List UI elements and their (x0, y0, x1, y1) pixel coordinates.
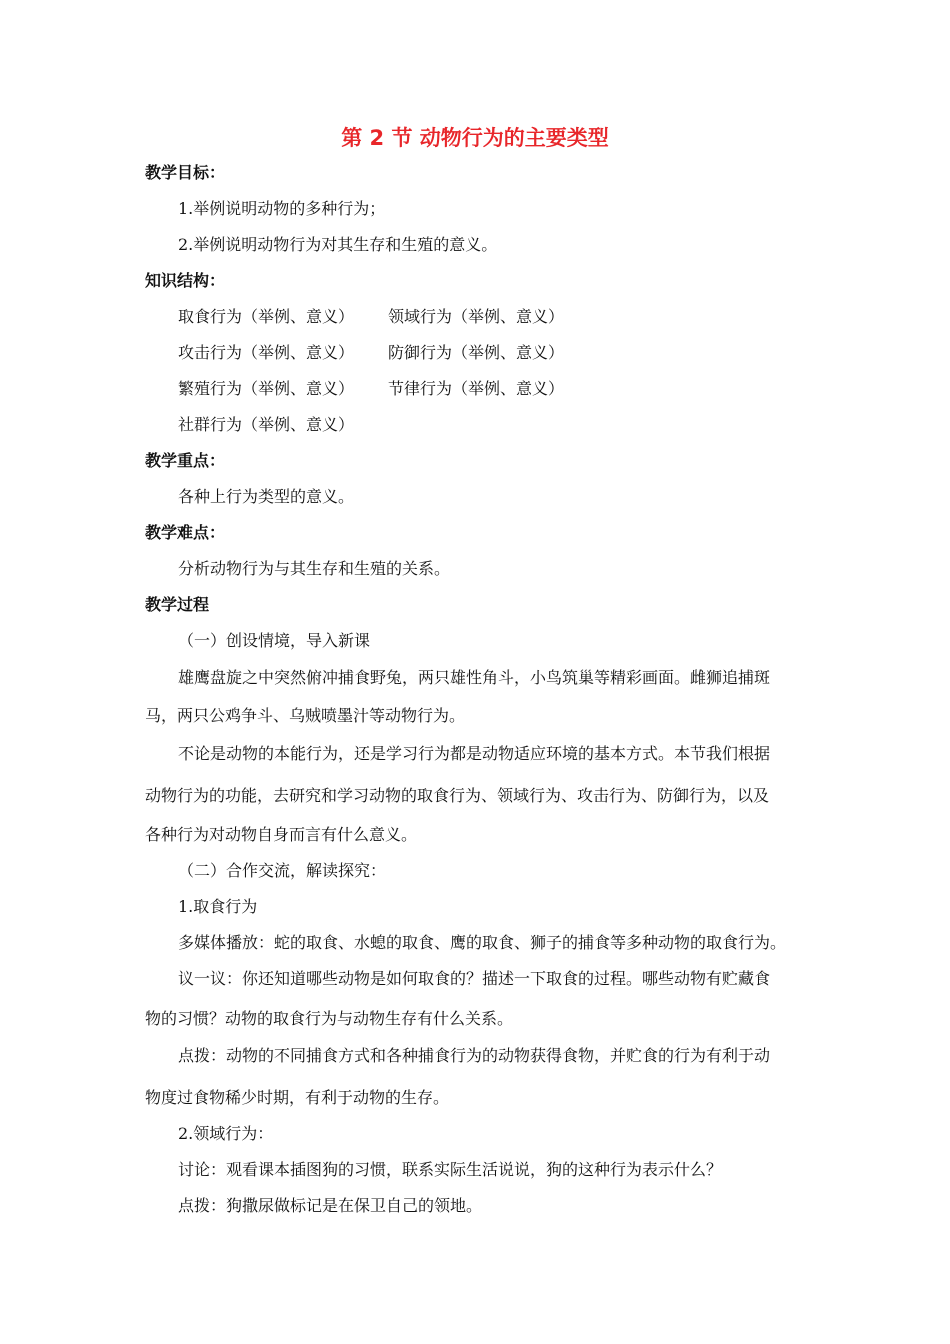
structure-item: 社群行为（举例、意义） (178, 415, 355, 434)
paragraph-line: 讨论：观看课本插图狗的习惯，联系实际生活说说，狗的这种行为表示什么？ (178, 1160, 723, 1179)
structure-item: 防御行为（举例、意义） (388, 343, 565, 362)
paragraph-line: 物的习惯？动物的取食行为与动物生存有什么关系。 (145, 1009, 514, 1028)
section-title: （二）合作交流，解读探究： (178, 861, 387, 880)
paragraph-line: 议一议：你还知道哪些动物是如何取食的？描述一下取食的过程。哪些动物有贮藏食 (178, 969, 771, 988)
paragraph-line: 动物行为的功能，去研究和学习动物的取食行为、领域行为、攻击行为、防御行为，以及 (145, 786, 770, 805)
item-title: 2.领域行为： (178, 1124, 274, 1143)
paragraph-line: 多媒体播放：蛇的取食、水螅的取食、鹰的取食、狮子的捕食等多种动物的取食行为。 (178, 933, 787, 952)
objective-item: 2.举例说明动物行为对其生存和生殖的意义。 (178, 235, 498, 254)
paragraph-line: 不论是动物的本能行为，还是学习行为都是动物适应环境的基本方式。本节我们根据 (178, 744, 771, 763)
section-title: （一）创设情境，导入新课 (178, 631, 371, 650)
paragraph-line: 马，两只公鸡争斗、乌贼喷墨汁等动物行为。 (145, 706, 466, 725)
structure-item: 节律行为（举例、意义） (388, 379, 565, 398)
structure-item: 取食行为（举例、意义） (178, 307, 355, 326)
structure-item: 繁殖行为（举例、意义） (178, 379, 355, 398)
keypoint-text: 各种上行为类型的意义。 (178, 487, 355, 506)
objectives-heading: 教学目标： (145, 163, 226, 182)
page-title: 第 2 节 动物行为的主要类型 (341, 126, 609, 150)
process-heading: 教学过程 (145, 595, 210, 614)
difficulty-text: 分析动物行为与其生存和生殖的关系。 (178, 559, 451, 578)
paragraph-line: 雄鹰盘旋之中突然俯冲捕食野兔，两只雄性角斗，小鸟筑巢等精彩画面。雌狮追捕斑 (178, 668, 771, 687)
structure-item: 攻击行为（举例、意义） (178, 343, 355, 362)
item-title: 1.取食行为 (178, 897, 258, 916)
structure-item: 领域行为（举例、意义） (388, 307, 565, 326)
keypoint-heading: 教学重点： (145, 451, 226, 470)
structure-heading: 知识结构： (145, 271, 226, 290)
difficulty-heading: 教学难点： (145, 523, 226, 542)
paragraph-line: 点拨：狗撒尿做标记是在保卫自己的领地。 (178, 1196, 483, 1215)
paragraph-line: 各种行为对动物自身而言有什么意义。 (145, 825, 418, 844)
paragraph-line: 点拨：动物的不同捕食方式和各种捕食行为的动物获得食物，并贮食的行为有利于动 (178, 1046, 771, 1065)
objective-item: 1.举例说明动物的多种行为； (178, 199, 386, 218)
paragraph-line: 物度过食物稀少时期，有利于动物的生存。 (145, 1088, 450, 1107)
